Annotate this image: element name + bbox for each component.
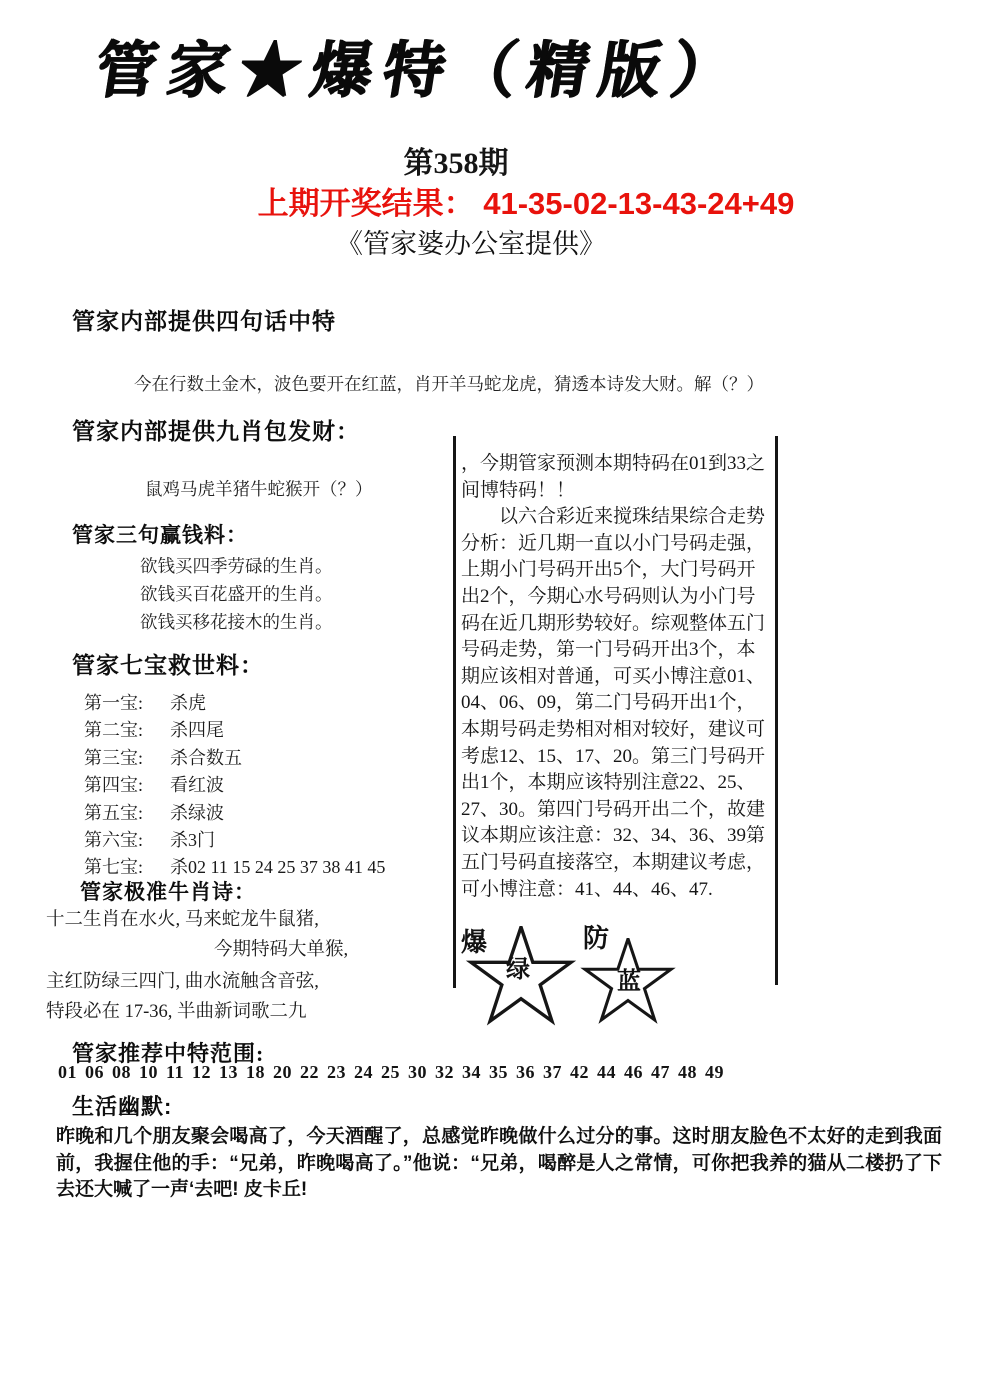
treasure-row — [84, 800, 385, 827]
star-label-explode: 爆 — [461, 928, 488, 957]
three-win-line: 欲钱买四季劳碌的生肖。 — [140, 556, 333, 576]
section-seven-treasures-heading: 管家七宝救世料： — [72, 653, 264, 678]
four-sentence-verse: 今在行数土金木，波色要开在红蓝，肖开羊马蛇龙虎，猜透本诗发大财。解（？） — [134, 374, 764, 394]
last-draw-result: 上期开奖结果： 41-35-02-13-43-24+49 — [257, 186, 795, 221]
ox-poem-line: 特段必在 17-36, 半曲新词歌二九 — [46, 1002, 307, 1022]
analysis-line: 以六合彩近来搅珠结果综合走势 — [461, 506, 766, 528]
page-title: 管家★爆特（精版） — [89, 38, 749, 105]
humor-text: 昨晚和几个朋友聚会喝高了，今天酒醒了，总感觉昨晚做什么过分的事。这时朋友脸色不太好的走到我面前，我握住他的手：“兄弟，昨晚喝高了。”他说：“兄弟，喝醉是人之常情，可你把我养的猫从二楼扔了下去还大喊了一声‘去吧! 皮卡丘! — [56, 1126, 942, 1200]
analysis-line: 考虑12、15、17、20。第三门号码开 — [461, 745, 766, 767]
analysis-line: 上期小门号码开出5个，大门号码开 — [461, 559, 756, 581]
section-nine-zodiac-heading: 管家内部提供九肖包发财： — [72, 419, 360, 444]
treasure-value: 杀绿波 — [170, 802, 224, 823]
treasure-row — [84, 690, 385, 717]
analysis-line: 议本期应该注意：32、34、36、39第 — [461, 825, 766, 847]
left-column-divider — [453, 436, 456, 988]
treasure-value: 杀02 11 15 24 25 37 38 41 45 — [170, 857, 386, 878]
star-label-blue: 蓝 — [617, 969, 641, 995]
provider-line: 《管家婆办公室提供》 — [336, 229, 606, 259]
nine-zodiac-line: 鼠鸡马虎羊猪牛蛇猴开（？） — [145, 479, 373, 499]
issue-number: 第358期 — [403, 147, 509, 180]
analysis-line: 04、06、09，第二门号码开出1个， — [461, 692, 756, 714]
three-win-line: 欲钱买移花接木的生肖。 — [140, 612, 333, 632]
section-three-win-heading: 管家三句赢钱料： — [72, 523, 248, 547]
analysis-line: 分析：近几期一直以小门号码走强， — [461, 532, 766, 554]
treasure-label: 第六宝: — [84, 830, 144, 851]
treasure-label: 第一宝: — [84, 693, 144, 713]
analysis-line: 期应该相对普通，可买小博注意01、 — [461, 665, 766, 687]
treasure-value: 杀虎 — [170, 693, 206, 713]
analysis-line: 五门号码直接落空，本期建议考虑， — [461, 851, 766, 873]
section-humor-heading: 生活幽默: — [72, 1094, 173, 1119]
ox-poem-line: 主红防绿三四门, 曲水流触含音弦, — [46, 972, 319, 992]
three-win-lines — [140, 552, 333, 636]
analysis-line: 可小博注意：41、44、46、47. — [461, 878, 713, 900]
analysis-line: 间博特码！！ — [461, 479, 576, 501]
section-ox-poem-heading: 管家极准牛肖诗： — [80, 880, 256, 904]
treasure-value: 杀3门 — [170, 830, 215, 851]
treasure-row — [84, 772, 385, 799]
analysis-line: 号码走势，第一门号码开出3个，本 — [461, 639, 756, 661]
treasure-label: 第三宝: — [84, 747, 144, 768]
section-recommend-heading: 管家推荐中特范围: — [72, 1041, 265, 1066]
analysis-line: 出2个，今期心水号码则认为小门号 — [461, 585, 756, 607]
treasure-label: 第五宝: — [84, 802, 144, 823]
treasure-value: 看红波 — [170, 775, 224, 796]
treasure-row — [84, 717, 385, 744]
analysis-line: 出1个，本期应该特别注意22、25、 — [461, 772, 756, 794]
star-label-green: 绿 — [506, 957, 530, 983]
treasure-value: 杀四尾 — [170, 720, 224, 741]
treasure-row — [84, 827, 385, 854]
treasure-label: 第二宝: — [84, 720, 144, 741]
analysis-line: ，今期管家预测本期特码在01到33之 — [461, 453, 766, 474]
treasure-label: 第七宝: — [84, 857, 144, 878]
analysis-line: 本期号码走势相对相对较好，建议可 — [461, 718, 766, 740]
three-win-line: 欲钱买百花盛开的生肖。 — [140, 584, 333, 604]
analysis-line: 27、30。第四门号码开出二个，故建 — [461, 798, 766, 820]
treasure-label: 第四宝: — [84, 775, 144, 796]
ox-poem-line: 今期特码大单猴, — [214, 940, 349, 960]
treasure-row — [84, 745, 385, 772]
analysis-text-block — [461, 451, 777, 903]
star-label-guard: 防 — [583, 924, 610, 953]
analysis-line: 码在近几期形势较好。综观整体五门 — [461, 612, 766, 634]
treasure-value: 杀合数五 — [170, 747, 242, 768]
recommended-numbers: 01 06 08 10 11 12 13 18 20 22 23 24 25 30 32 34 35 36 37 42 44 46 47 48 49 — [58, 1062, 725, 1082]
seven-treasures-list — [84, 690, 385, 882]
ox-poem-line: 十二生肖在水火, 马来蛇龙牛鼠猪, — [46, 910, 319, 930]
section-four-sentence-heading: 管家内部提供四句话中特 — [72, 309, 336, 334]
